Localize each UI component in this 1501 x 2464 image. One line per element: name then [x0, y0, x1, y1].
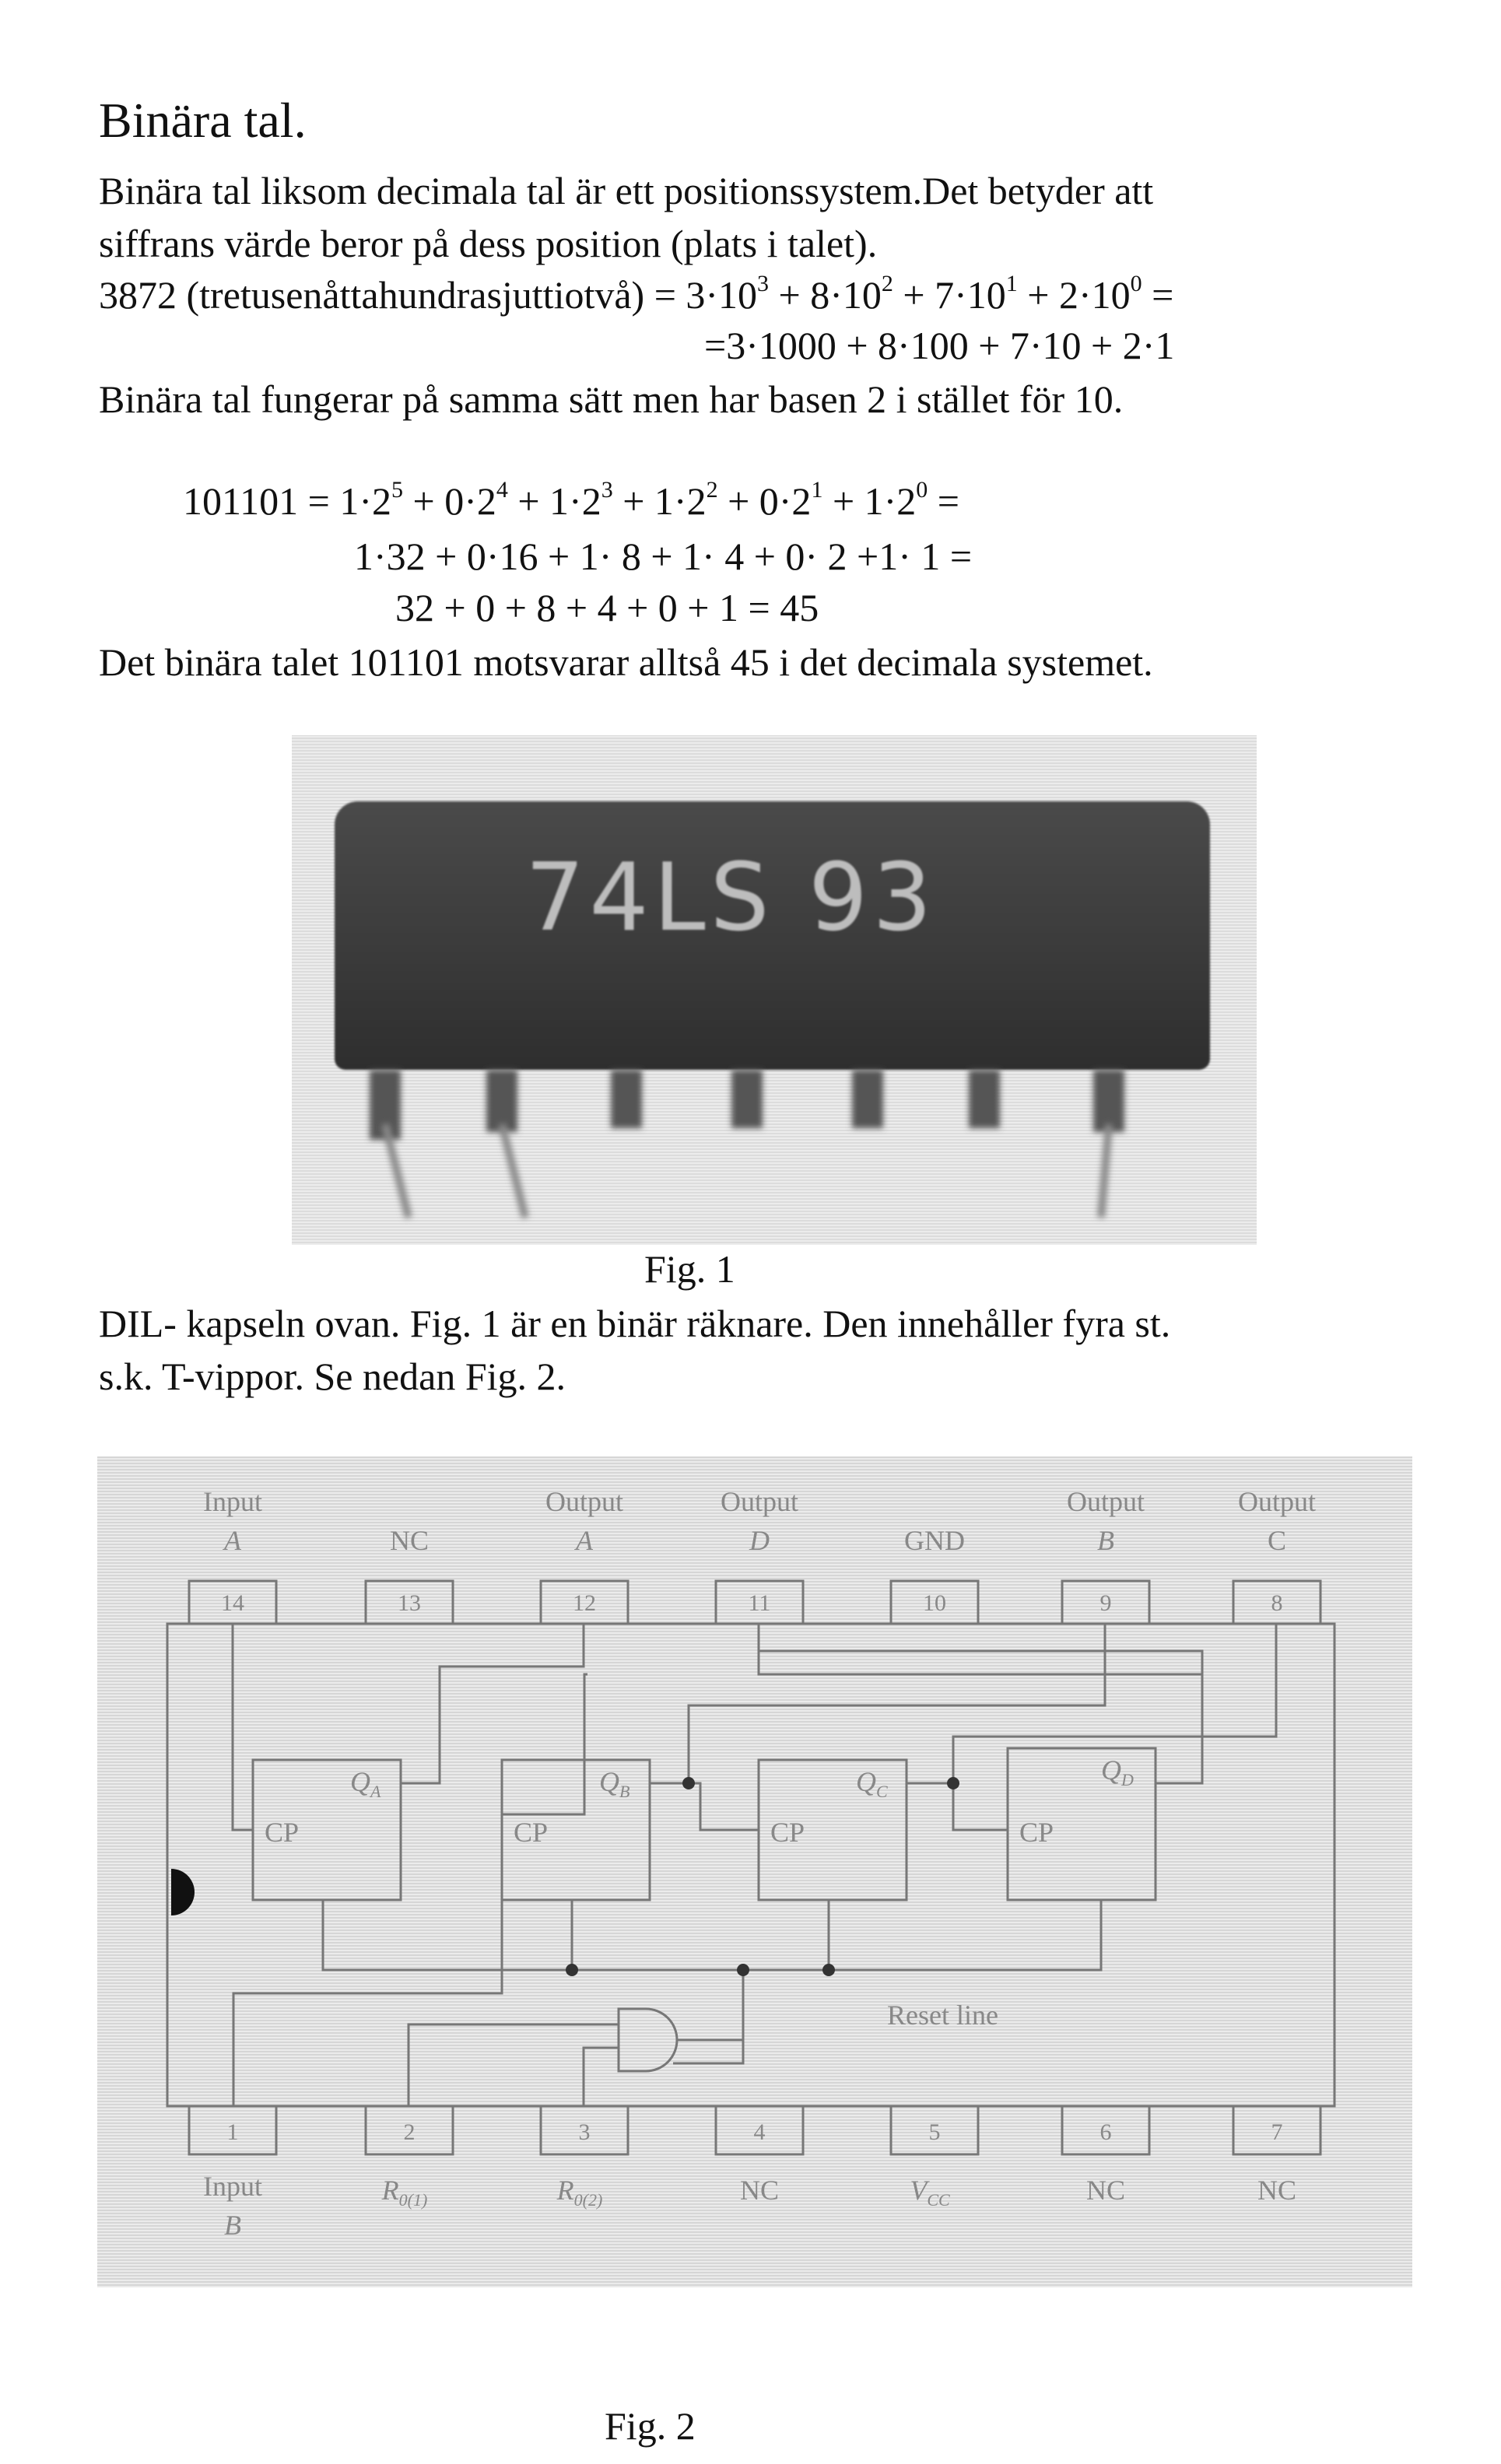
eq-exp: 2 — [706, 477, 718, 503]
package-notch — [171, 1869, 195, 1915]
dil-chip-photo — [292, 735, 1257, 1245]
pin-label-line1: NC — [1085, 2175, 1126, 2206]
label-main: V — [910, 2175, 928, 2206]
q-main: Q — [350, 1766, 370, 1797]
pin-number: 2 — [403, 2119, 416, 2145]
pin-label-line1: Output — [720, 1486, 799, 1517]
eq-part: + 7·10 — [893, 273, 1006, 317]
intro-line-2: siffrans värde beror på dess position (plats i talet). — [99, 222, 878, 265]
junction-dot — [737, 1964, 749, 1976]
binary-expansion-line-2: 1·32 + 0·16 + 1· 8 + 1· 4 + 0· 2 +1· 1 = — [354, 535, 973, 578]
pin-label-line1 — [556, 2175, 603, 2210]
pin-label-line1 — [381, 2175, 428, 2210]
eq-exp: 5 — [391, 477, 403, 503]
counter-logic-diagram — [97, 1456, 1412, 2287]
pin-label-line2: C — [1267, 1525, 1287, 1556]
pin-number: 11 — [748, 1590, 771, 1616]
pin-label-line2: B — [224, 2210, 241, 2241]
fig2-caption: Fig. 2 — [605, 2404, 696, 2448]
junction-dot — [947, 1777, 959, 1789]
eq-part: + 1·2 — [507, 479, 601, 523]
pin-label-line1: NC — [739, 2175, 780, 2206]
logic-schematic — [97, 1456, 1412, 2287]
pin-label-line1: Input — [203, 2171, 262, 2202]
q-sub: A — [370, 1782, 381, 1801]
label-sub: CC — [927, 2190, 950, 2210]
pin-label-line2: B — [1097, 1525, 1114, 1556]
pin-label-line2: NC — [389, 1525, 430, 1556]
base-explanation: Binära tal fungerar på samma sätt men har basen 2 i stället för 10. — [99, 377, 1124, 421]
decimal-expansion-line-1 — [99, 272, 1173, 317]
eq-exp: 1 — [1005, 271, 1018, 296]
eq-part: + 1·2 — [612, 479, 707, 523]
ff-q-label — [350, 1766, 381, 1801]
ff-q-label — [599, 1766, 630, 1801]
q-main: Q — [599, 1766, 619, 1797]
eq-part: = — [1142, 273, 1174, 317]
pin-number: 13 — [398, 1590, 421, 1616]
and-gate — [619, 2009, 677, 2071]
q-main: Q — [1101, 1754, 1121, 1786]
label-main: R — [556, 2175, 574, 2206]
pin-number: 6 — [1099, 2119, 1112, 2145]
eq-exp: 1 — [811, 477, 823, 503]
binary-expansion-line-1 — [183, 478, 959, 524]
q-sub: B — [619, 1782, 630, 1801]
eq-part: + 1·2 — [822, 479, 917, 523]
ff-cp-label: CP — [514, 1817, 549, 1848]
eq-part: + 0·2 — [717, 479, 812, 523]
q-sub: C — [876, 1782, 888, 1801]
q-main: Q — [856, 1766, 876, 1797]
fig1-caption: Fig. 1 — [644, 1247, 735, 1291]
pin-label-line2: A — [224, 1525, 241, 1556]
eq-exp: 0 — [1130, 271, 1142, 296]
pin-label-line1 — [910, 2175, 950, 2210]
package-outline — [167, 1624, 1334, 2106]
eq-part: 101101 = 1·2 — [183, 479, 391, 523]
pin-number: 1 — [226, 2119, 239, 2145]
pin-number: 7 — [1271, 2119, 1283, 2145]
ff-cp-label: CP — [265, 1817, 300, 1848]
chip-marking: 74LS 93 — [525, 844, 937, 952]
eq-exp: 3 — [601, 477, 613, 503]
description-line-1: DIL- kapseln ovan. Fig. 1 är en binär räknare. Den innehåller fyra st. — [99, 1302, 1171, 1345]
eq-exp: 4 — [496, 477, 508, 503]
description-line-2: s.k. T-vippor. Se nedan Fig. 2. — [99, 1355, 566, 1398]
ff-cp-label: CP — [770, 1817, 805, 1848]
pin-number: 3 — [578, 2119, 591, 2145]
pin-number: 9 — [1099, 1590, 1112, 1616]
ff-q-label — [856, 1766, 888, 1801]
binary-expansion-line-3: 32 + 0 + 8 + 4 + 0 + 1 = 45 — [395, 586, 819, 629]
ff-cp-label: CP — [1019, 1817, 1054, 1848]
pin-label-line2: D — [749, 1525, 770, 1556]
chip-pins — [292, 735, 1257, 1245]
eq-part: + 2·10 — [1017, 273, 1131, 317]
eq-part: + 8·10 — [769, 273, 882, 317]
eq-part: + 0·2 — [403, 479, 496, 523]
pin-label-line1: Output — [1066, 1486, 1145, 1517]
binary-conclusion: Det binära talet 101101 motsvarar alltså 45 i det decimala systemet. — [99, 640, 1153, 684]
reset-line-label: Reset line — [887, 2000, 998, 2031]
ff-q-label — [1101, 1754, 1134, 1789]
q-sub: D — [1121, 1770, 1134, 1789]
eq-part: = — [928, 479, 959, 523]
pin-label-line2: GND — [904, 1525, 965, 1556]
page-title: Binära tal. — [99, 93, 307, 148]
pin-number: 8 — [1271, 1590, 1283, 1616]
junction-dot — [822, 1964, 835, 1976]
pin-label-line1: NC — [1257, 2175, 1297, 2206]
junction-dot — [682, 1777, 695, 1789]
label-sub: 0(1) — [398, 2190, 428, 2210]
eq-exp: 0 — [916, 477, 928, 503]
pin-label-line1: Input — [203, 1486, 262, 1517]
pin-number: 14 — [221, 1590, 244, 1616]
pin-number: 10 — [923, 1590, 946, 1616]
pin-number: 4 — [753, 2119, 766, 2145]
pin-label-line2: A — [576, 1525, 593, 1556]
decimal-expansion-line-2: =3·1000 + 8·100 + 7·10 + 2·1 — [704, 324, 1175, 367]
junction-dot — [566, 1964, 578, 1976]
pin-label-line1: Output — [545, 1486, 624, 1517]
pin-number: 5 — [928, 2119, 941, 2145]
eq-exp: 2 — [881, 271, 893, 296]
pin-number: 12 — [573, 1590, 596, 1616]
label-sub: 0(2) — [573, 2190, 603, 2210]
eq-part: 3872 (tretusenåttahundrasjuttiotvå) = 3·10 — [99, 273, 758, 317]
pin-label-line1: Output — [1237, 1486, 1317, 1517]
intro-line-1: Binära tal liksom decimala tal är ett positionssystem.Det betyder att — [99, 169, 1154, 212]
label-main: R — [381, 2175, 399, 2206]
eq-exp: 3 — [757, 271, 770, 296]
